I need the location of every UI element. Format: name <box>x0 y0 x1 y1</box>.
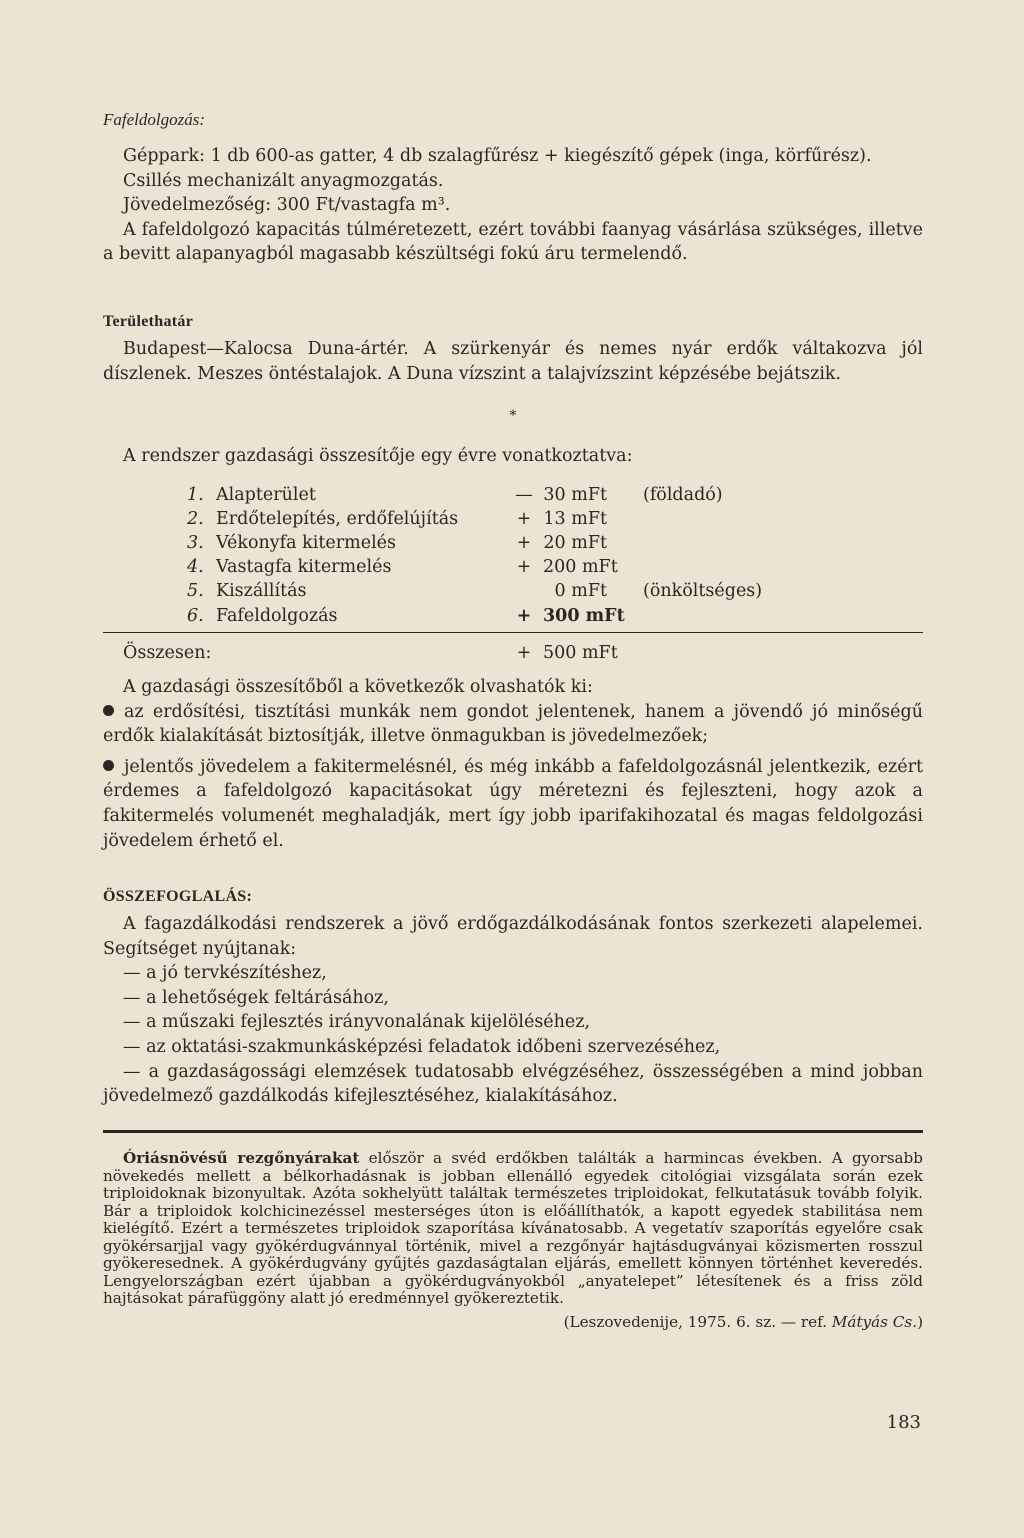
row-number: 4. <box>187 557 204 578</box>
row-label: Vékonyfa kitermelés <box>216 532 396 553</box>
note-paragraph <box>103 1150 923 1308</box>
row-label: Fafeldolgozás <box>216 605 338 626</box>
summary-title: ÖSSZEFOGLALÁS: <box>103 888 253 905</box>
row-number: 6. <box>187 605 204 626</box>
note-box <box>103 1150 923 1331</box>
row-label: Kiszállítás <box>216 581 307 602</box>
table-row <box>103 531 923 555</box>
row-label: Vastagfa kitermelés <box>216 557 392 578</box>
section-title: Területhatár <box>103 313 194 330</box>
list-item: — az oktatási-szakmunkásképzési feladatok időbeni szervezéséhez, <box>123 1036 721 1057</box>
row-note: (földadó) <box>643 484 723 505</box>
paragraph: Jövedelmezőség: 300 Ft/vastagfa m³. <box>123 195 451 216</box>
row-value: 200 mFt <box>543 557 618 578</box>
economic-summary <box>103 444 923 665</box>
asterisk-separator: * <box>509 408 517 424</box>
bullet-text: az erdősítési, tisztítási munkák nem gondot jelentenek, hanem a jövendő jó minőségű erdők kialakítását biztosítják, illetve önmagukban is jövedelmezőek; <box>103 701 923 747</box>
section-fafeldolgozas <box>103 110 923 267</box>
note-source <box>103 1314 923 1332</box>
bullet-item <box>103 755 923 853</box>
summary-intro: A rendszer gazdasági összesítője egy évre vonatkoztatva: <box>123 446 633 466</box>
row-label: Erdőtelepítés, erdőfelújítás <box>216 508 459 529</box>
source-prefix: (Leszovedenije, 1975. 6. sz. — ref. <box>563 1312 832 1331</box>
bullet-text: jelentős jövedelem a fakitermelésnél, és még inkább a fafeldolgozásnál jelentkezik, ezért érdemes a fafeldolgozó kapacitásokat úgy méretezni és fejleszteni, hogy azok a fakitermelés volumenét meghaladják, mert így jobb iparifakihozatal és magas feldolgozási jövedelem érhető el. <box>103 756 923 851</box>
row-number: 1. <box>187 484 204 505</box>
conclusions <box>103 675 923 853</box>
row-label: Alapterület <box>216 484 316 505</box>
paragraph: Csillés mechanizált anyagmozgatás. <box>123 170 444 191</box>
total-row <box>103 641 923 665</box>
row-note: (önköltséges) <box>643 581 763 602</box>
source-author: Mátyás Cs. <box>831 1312 918 1331</box>
total-label: Összesen: <box>123 643 212 664</box>
summary-section <box>103 888 923 1109</box>
total-sign: + <box>516 643 532 664</box>
list-item: — a gazdaságossági elemzések tudatosabb elvégzéséhez, összességében a mind jobban jövedelmező gazdálkodás kifejlesztéséhez, kialakításához. <box>103 1061 923 1107</box>
table-row <box>103 555 923 579</box>
row-number: 2. <box>187 508 204 529</box>
bullet-icon <box>103 760 114 771</box>
list-item: — a műszaki fejlesztés irányvonalának kijelöléséhez, <box>123 1012 591 1033</box>
row-value: 20 mFt <box>543 532 607 553</box>
row-sign: + <box>516 532 532 553</box>
total-value: 500 mFt <box>543 643 618 664</box>
total-rule <box>103 632 923 634</box>
paragraph: A fagazdálkodási rendszerek a jövő erdőgazdálkodásának fontos szerkezeti alapelemei. Segítséget nyújtanak: <box>103 914 923 959</box>
table-row <box>103 507 923 531</box>
note-lead: Óriásnövésű rezgőnyárakat <box>123 1149 360 1167</box>
paragraph: A fafeldolgozó kapacitás túlméretezett, ezért további faanyag vásárlása szükséges, illetve a bevitt alapanyagból magasabb készültségi fokú áru termelendő. <box>103 219 923 265</box>
conclusions-intro: A gazdasági összesítőből a következők olvashatók ki: <box>123 677 593 697</box>
bullet-icon <box>103 705 114 716</box>
row-number: 3. <box>187 532 204 553</box>
row-value: 13 mFt <box>543 508 607 529</box>
page-number: 183 <box>886 1412 921 1433</box>
note-text: először a svéd erdőkben találták a harmincas években. A gyorsabb növekedés mellett a bélkorhadásnak is jobban ellenálló egyedek citológiai vizsgálata során ezek triploidoknak bizonyultak. Azóta sokhelyütt találtak természetes triploidokat, felkutatásuk tovább folyik. Bár a triploidok kolchicinezéssel mesterséges úton is előállíthatók, a kapott egyedek stabilitása nem kielégítő. Ezért a természetes triploidok szaporítása kívánatosabb. A vegetatív szaporítás egyelőre csak gyökérsarjjal vagy gyökérdugvánnyal történik, mivel a rezgőnyár hajtásdugványai közismerten rosszul gyökeresednek. A gyökérdugvány gyűjtés gazdaságtalan eljárás, emellett könnyen történhet keveredés. Lengyelországban ezért újabban a gyökérdugványokból „anyatelepet” létesítenek és a friss zöld hajtásokat párafüggöny alatt jó eredménnyel gyökereztetik. <box>103 1149 923 1307</box>
row-number: 5. <box>187 581 204 602</box>
row-value: 30 mFt <box>543 484 607 505</box>
row-sign: — <box>515 484 533 505</box>
row-sign: + <box>516 605 532 626</box>
divider <box>103 1130 923 1133</box>
section-teruelethatar <box>103 313 923 386</box>
row-sign: + <box>516 508 532 529</box>
paragraph: Géppark: 1 db 600-as gatter, 4 db szalagfűrész + kiegészítő gépek (inga, körfűrész). <box>123 146 872 166</box>
table-row <box>103 604 923 628</box>
list-item: — a lehetőségek feltárásához, <box>123 987 389 1008</box>
bullet-item <box>103 700 923 749</box>
row-sign: + <box>516 557 532 578</box>
paragraph: Budapest—Kalocsa Duna-ártér. A szürkenyár és nemes nyár erdők váltakozva jól díszlenek. Meszes öntéstalajok. A Duna vízszint a talajvízszint képzésébe bejátszik. <box>103 339 923 384</box>
table-row <box>103 483 923 507</box>
table-row <box>103 579 923 603</box>
row-value: 0 mFt <box>554 581 607 602</box>
section-subtitle: Fafeldolgozás: <box>103 110 205 129</box>
row-value: 300 mFt <box>543 605 625 626</box>
source-suffix: ) <box>917 1312 923 1331</box>
list-item: — a jó tervkészítéshez, <box>123 963 327 984</box>
